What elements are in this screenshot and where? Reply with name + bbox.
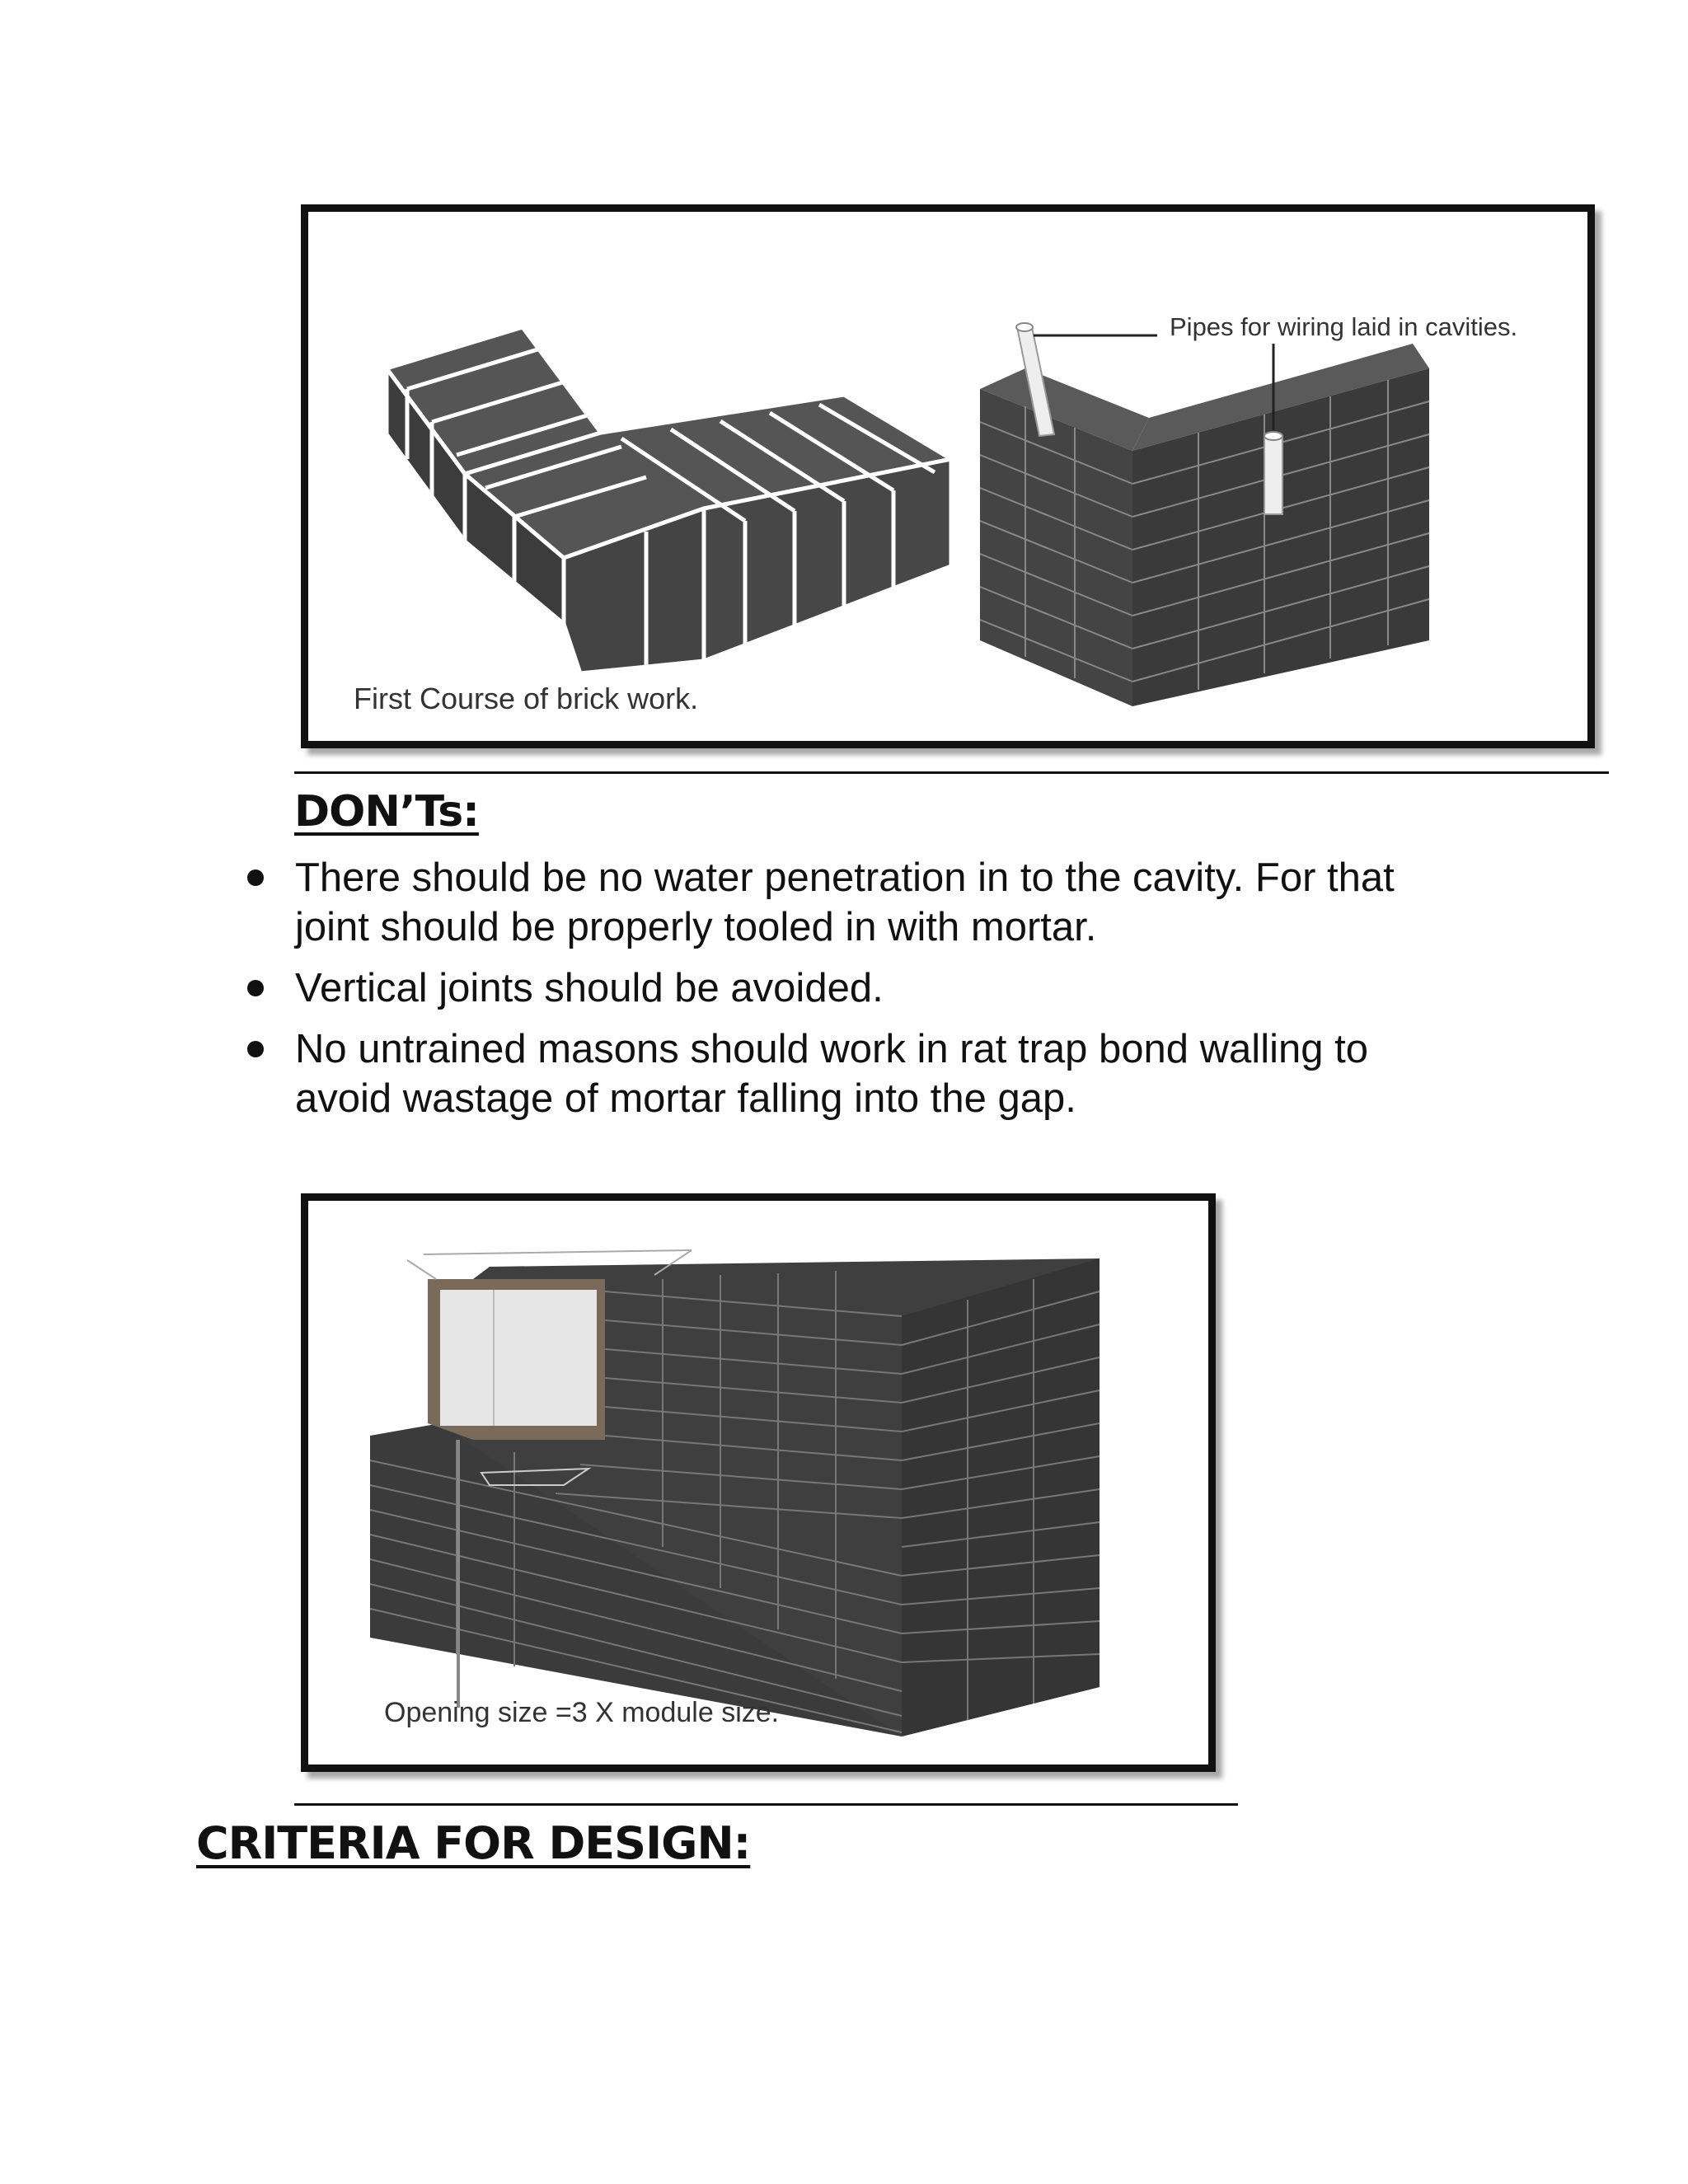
- figure1-caption-left: First Course of brick work.: [354, 682, 699, 715]
- figure2-caption: Opening size =3 X module size.: [384, 1697, 780, 1728]
- list-item: [221, 963, 1474, 1013]
- list-item-text: There should be no water penetration in to the cavity. For that joint should be properly tooled in with mortar.: [295, 855, 1395, 949]
- bullet-icon: [247, 980, 264, 996]
- brick-wall-corner-with-pipes-icon: [980, 323, 1429, 706]
- list-item-text: No untrained masons should work in rat trap bond walling to avoid wastage of mortar falling into the gap.: [295, 1027, 1368, 1121]
- donts-heading: DON’Ts:: [294, 787, 479, 837]
- list-item: [221, 853, 1474, 952]
- donts-list: [221, 853, 1474, 1135]
- bullet-icon: [247, 1041, 264, 1057]
- divider-rule: [294, 1803, 1238, 1806]
- figure-wall-opening: [301, 1193, 1216, 1772]
- l-shaped-brick-course-icon: [308, 212, 1595, 748]
- divider-rule: [294, 771, 1609, 774]
- figure-brick-course: [301, 204, 1595, 748]
- figure1-caption-right: Pipes for wiring laid in cavities.: [1170, 312, 1518, 341]
- criteria-heading: CRITERIA FOR DESIGN:: [196, 1817, 751, 1869]
- list-item: [221, 1024, 1474, 1123]
- bullet-icon: [247, 869, 264, 886]
- brick-wall-with-window-opening-icon: [308, 1201, 1216, 1772]
- list-item-text: Vertical joints should be avoided.: [295, 966, 884, 1010]
